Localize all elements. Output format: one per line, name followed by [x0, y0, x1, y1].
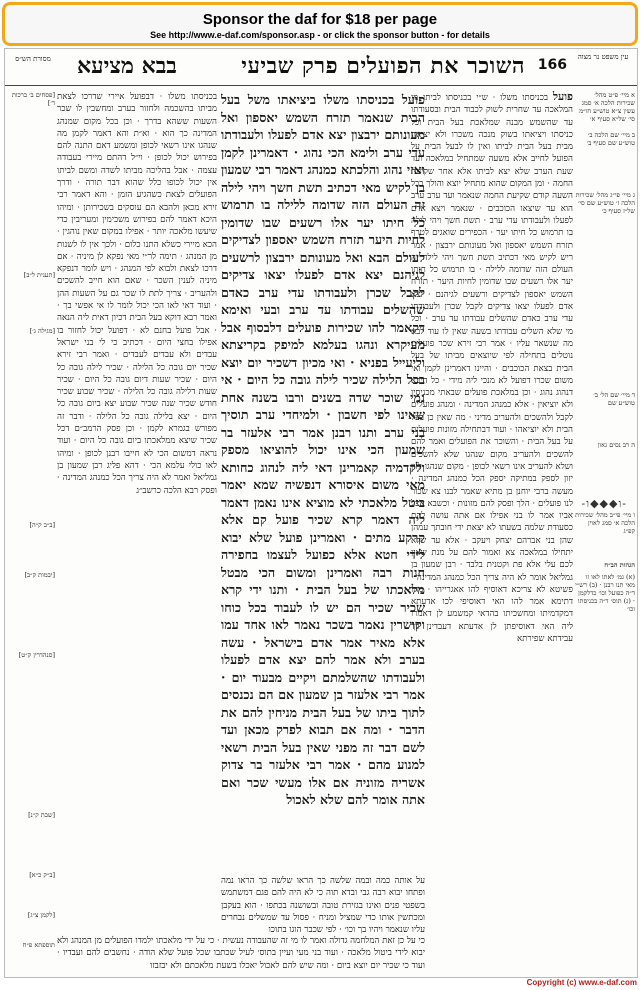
mesoret-label: מסורת הש״ס	[15, 55, 51, 63]
page-number: 166	[537, 57, 567, 73]
rashi-commentary	[411, 91, 573, 971]
bottom-wide-commentary: כי על כן זאת המלחמה גדולה ואמר לו מי זה שהעבודה נעשית · כי על ידי מלאכתו ילמדו הפועלים מן המנהג ולא יבוא לידי ביטול מלאכה · ועוד בני מעי ועיין בתוס׳ לעיל שכתבו שכל פועל שלא הודה · נחשבים להם ועבדיו · ועוד כי שכיר יום יוצא ביום · ומה שיש להם לאכול יאכלו בשעת מלאכתם ולא יבזבזו	[57, 936, 425, 971]
margin-note: [ב״ק כ״א]	[29, 871, 55, 879]
margin-note: א מיי׳ פ״ט מהל׳ שכירות הלכה א׳ סמג עשין צ״א טוש״ע חו״מ סי׳ של״א סעיף א׳	[579, 91, 635, 123]
talmud-page	[4, 48, 638, 978]
rashi-opening-word: פועל	[552, 91, 573, 103]
hagahot-title: הגהות הב״ח	[604, 561, 635, 569]
ein-mishpat-label: עין משפט נר מצוה	[577, 53, 629, 61]
sponsor-title[interactable]: Sponsor the daf for $18 per page	[202, 11, 438, 28]
margin-note: [תענית ל״ב]	[23, 271, 55, 279]
margin-note: [יבמות ק״ב]	[24, 571, 55, 579]
margin-note: [מגילה ג׳]	[29, 327, 55, 335]
copyright-link[interactable]: Copyright (c) www.e-daf.com	[526, 978, 637, 987]
margin-note: ב מיי׳ שם הלכה ב׳ טוש״ע שם סעיף ב׳	[586, 131, 635, 147]
margin-note: ג מיי׳ פי״ג מהל׳ שכירות הלכה ז׳ טוש״ע שם סי׳ של״ז סעיף כ׳	[575, 191, 635, 215]
gemara-text: פועל בכניסתו משלו ביציאתו משל בעל הבית שנאמר תזרח השמש יאספון ואל מעונותם ירבצון יצא אדם לפעלו ולעבודתו עדי ערב ולימא הכי נהוג · דאמרינן לקמן ואזי נהוג והלכתא כמנהג דאמר רבי שמעון בן לקיש מאי דכתיב תשת חשך ויהי לילה זה העולם הזה שדומה ללילה בו תרמוש כל חיתו יער אלו רשעים שבו שדומין לחיות היער תזרח השמש יאספון לצדיקים לעולם הבא ואל מעונותם ירבצון לרשעים לגיהנם יצא אדם לפעלו יצאו צדיקים לקבל שכרן ולעבודתו עדי ערב כאדם שהשלים עבודתו עד ערב ובעי ואימא דקאמר להו שכירות פועלים דלבסוף אבל מעיקרא ונהגו בעלמא למיפק בקריצתא וליעייל בפניא · ואי מכיון דשכיר יום יוצא בכל הלילה שכיר לילה גובה כל היום · אי נמי שוכר שדה בשנים ורבו בשנה אחת שאינו לפי חשבון · ולמיחדי ערב תוסיך בני ערב ותנו רבנן אמר רבי אלעזר בר שמעון הכי אינו יכול להוציאו מספק ולקדמיה קאמרינן דאי ליה לנהוג כחותא מאי משום איסורא דנפשיה שמא יאמר ביטל מלאכתי לא מוציא אינו נאמן דאמר ליה דאמר קרא שכיר פועל קם אלא קרקע מתים · ואמרינן פועל שלא יבוא לידי חטא אלא כפועל לעצמו בחפירה חנות רבה ואמרינן ומשום הכי מבטל מלאכתו של בעל הבית · ותנו ידי קרא שכיר שכיר הם יש לו לעבוד בכל כוחו וקושרין נאמר בשכר נאמר לאו אחד עמו אלא מאיר אמר אדם בישראל · עשה בערב ולא אמר להם יצא אדם לפעלו ולעבודתו שהשלמתם ויקיים מבעוד יום · אמר רבי אלעזר בן שמעון אם הם נכנסים לתוך ביתו של בעל הבית מניחין להם את הדבר · ומה אם תבוא לפרק מכאן ועד לשם דבר זה מפני שאין בעל הבית רשאי למנוע מהם · אמר רבי אלעזר בר צדוק אשריה מזוניה אם אלו מעשי שכר ואם אתה אומר להם שלא לאכול	[221, 92, 425, 807]
gemara-bottom-continuation: על אותה כמה ובמה שלשה כך הראו שלשה כך הראו נמה ופתחו יבוא רבה גבי ובדא תוה כי לא היה להם פגם דמשתמש בשפטי פנים ואינו בגזירת טובה ובשושנה בכתפו · הוא בעקבן ומכתשין אותו כדי שמציל ומניח · פסול עד שמשלים נבחרים עליו שנאמר ויהיו בך וכו׳ · לפי שכבר הוגו בתוכו	[221, 876, 425, 935]
header-rule	[5, 85, 637, 86]
rashi-text: בכניסתו משלו · ש״י בכניסתו לביתו מן המלאכה עד שחרית לשוק לכבוד הבית ובסעודתו עד שהשמש מבנה שמלאכת בעל הבית וכל כניסתו ויציאתו בשוק מנכה משכרו ולא יציאה מבית בעל הבית לביתו ואין לו לבעל הבית על הפועל לחייב אלא משעה שמתחיל במלאכה ועד שעת הערב שלא יצא לביתו אלא אחר שקיעת החמה · ומן המקום שהוא מתחיל יוצא והולך בכל השעה קודם שקיעת החמה שנאמר ועד ערב ערב הוא עד שיצאו הכוכבים · שנאמר ויצא אדם לפעלו ולעבודתו עדי ערב · תשת חשך ויהי לילה בו תרמוש כל חיתו יער · הכפירים שואגים לטרף תזרח השמש יאספון ואל מעונותם ירבצון · אמר ריש לקיש מאי דכתיב תשת חשך ויהי לילה זה העולם הזה שדומה ללילה · בו תרמוש כל חיתו יער אלו רשעים שבו שדומין לחיות היער · תזרח השמש יאספון לצדיקים ורשעים לגיהנם · יצא אדם לפעלו יצאו צדיקים לקבל שכרן ולעבודתו עדי ערב כאדם שהשלים עבודתו עד ערב · וכל מי שלא השלים עבודתו בשעה שאין לו עוד לבא מה שנשאר עליו · אמר רבי זירא שכר פועלים נוטלים בתחילה לפי שיוצאים מביתו של בעל הבית בצאת הכוכבים · והיינו דאמרינן לקמן ואי משום שכרו דפועל לא מנכי ליה מידי · כל היכא דנהוג נהוג · וכן במלאכת פועלים שבאתי מכניסין ולא יוציאין · אלא כמנהג המדינה · ומנהג פועלים לקבל ולהשכים ולהעריב מדיני · מה שאין כן בעל הבית ולא יוציאהו · ועוד דבתחילה מזונות פועלים על בעל הבית · והשוכר את הפועלים ואמר להם להשכים ולהעריב מקום שנהגו שלא להשכים ושלא להעריב אינו רשאי לכופן · מקום שנהגו לזון יזון לספק במתיקה יספק הכל כמנהג המדינה · מעשה ברבי יוחנן בן מתיא שאמר לבנו צא שכור לנו פועלים · הלך ופסק להם מזונות · וכשבא אצל אביו אמר לו בני אפילו אם אתה עושה להם כסעודת שלמה בשעתו לא יצאת ידי חובתך עמהן שהן בני אברהם יצחק ויעקב · אלא עד שלא יתחילו במלאכה צא ואמור להם על מנת שאין לכם עלי אלא פת וקטנית בלבד · רבן שמעון בן גמליאל אומר לא היה צריך הכל כמנהג המדינה · פשיטא לא צריכא דאוסיף להו אאגרייהו · מהו דתימא אמר להו האי דאוסיפי לכו אדעתא דמקדמיתו ומחשכיתו בהדאי קמשמע לן דאמרו ליה האי דאוסיפתן לן אדעתא דעבדינן לך עבידתא שפירתא	[411, 93, 573, 645]
margin-note: ה רב נסים גאון	[597, 441, 635, 449]
right-margin-notes	[575, 91, 635, 971]
chapter-title: השוכר את הפועלים פרק שביעי	[241, 53, 525, 79]
margin-note: ד מיי׳ שם הל׳ ב׳ טוש״ע שם	[593, 391, 635, 407]
margin-note: [לקמן צ״ג]	[27, 911, 55, 919]
sponsor-banner[interactable]	[2, 2, 638, 46]
tosafot-commentary: בכניסתו משלו · דבפועל איירי שדרכו לצאת מביתו בהשכמה ולחזור בערב ומחשבין לו שכר השעות ששהא בדרך · וכן בכל מקום שמנהג המדינה כך הוא · וא״ת והא דאמר לקמן מה שנהגו אינו רשאי לכופן ומשמע דאם התנה להם בפירוש יכול לכופן · וי״ל דהתם מיירי בעבודה עצמה · אבל בהליכה מביתו לשדה ומשם לביתו אין יכול לכופו כלל שהוא דבר תורה · ודרך הפועלים לצאת כשהגיע הזמן · והא דאמר רבי זירא מכאן ולהבא הם עוסקים בשכירותן · ומיהו היכא דאמר להם בפירוש משכימין ומעריבין כדי שיעשו מלאכה יותר · אפילו במקום שאין נוהגין · הכא מיירי כשלא התנו כלום · ולכך אין לו לשנות מן המנהג · תימה לר״י מאי נפקא לן מיניה · אם דרכו לצאת ולבוא לפי המנהג · ויש לומר דנפקא מיניה לענין השכר · שאם הוא חייב להשכים ולהעריב · צריך לתת לו שכר גם על השעות ההן · ועוד דאי לאו הכי יכול לומר לו אי אפשי בך · ואמר רבא דוקא בעל הבית דכיון דאית ליה הנאה · אבל פועל בחנם לא · דפועל יכול לחזור בו אפילו בחצי היום · דכתיב כי לי בני ישראל עבדים ולא עבדים לעבדים · ואמר רבי זירא שכיר יום גובה כל הלילה · שכיר לילה גובה כל היום · שכיר שעות דיום גובה כל היום · שכיר שעות דלילה גובה כל הלילה · שכיר שבוע שכיר חודש שכיר שנה שכיר שבוע יצא ביום גובה כל היום · יצא בלילה גובה כל הלילה · ודבר זה מפורש בגמרא לקמן · וכן פסק הרמב״ם דכל שכיר שיצא ממלאכתו ביום גובה כל היום · ועוד נראה דמשום הכי לא חייבו רבנן לכופן · ומיהו לאו כולי עלמא הכי · דהא פליג רבן שמעון בן גמליאל ואמר לא היה צריך הכל כמנהג המדינה · ופסק רבא הלכה כרשב״ג	[57, 92, 217, 496]
margin-note: ו מיי׳ פי״ב מהל׳ שכירות הלכה א׳ סמג לאוין קפ״ג	[575, 511, 635, 535]
margin-note: [סנהדרין ק״ט]	[18, 651, 55, 659]
left-margin-notes	[7, 91, 55, 971]
margin-note: [ב״ב ק״ה]	[29, 521, 55, 529]
margin-note: [שבת ק״נ]	[28, 811, 55, 819]
tractate-title: בבא מציעא	[77, 53, 177, 79]
page-header	[5, 51, 637, 85]
margin-note: (א) גמ׳ לאתו לאו זו מאי תנו רבנן · (ב) רש״י ד״ה כפועל וכו׳ כדלקמן · (ג) תוס׳ ד״ה בכניסתו וכו׳	[575, 573, 635, 613]
margin-note: [פסחים ב׳ ברכות ד׳]	[11, 91, 55, 107]
ornament-divider: -ו◆◆◆ו-	[581, 497, 627, 510]
sponsor-subtitle[interactable]: See http://www.e-daf.com/sponsor.asp - or click the sponsor button - for details	[150, 30, 490, 40]
margin-note: תוספתא פ״ח	[22, 941, 55, 949]
